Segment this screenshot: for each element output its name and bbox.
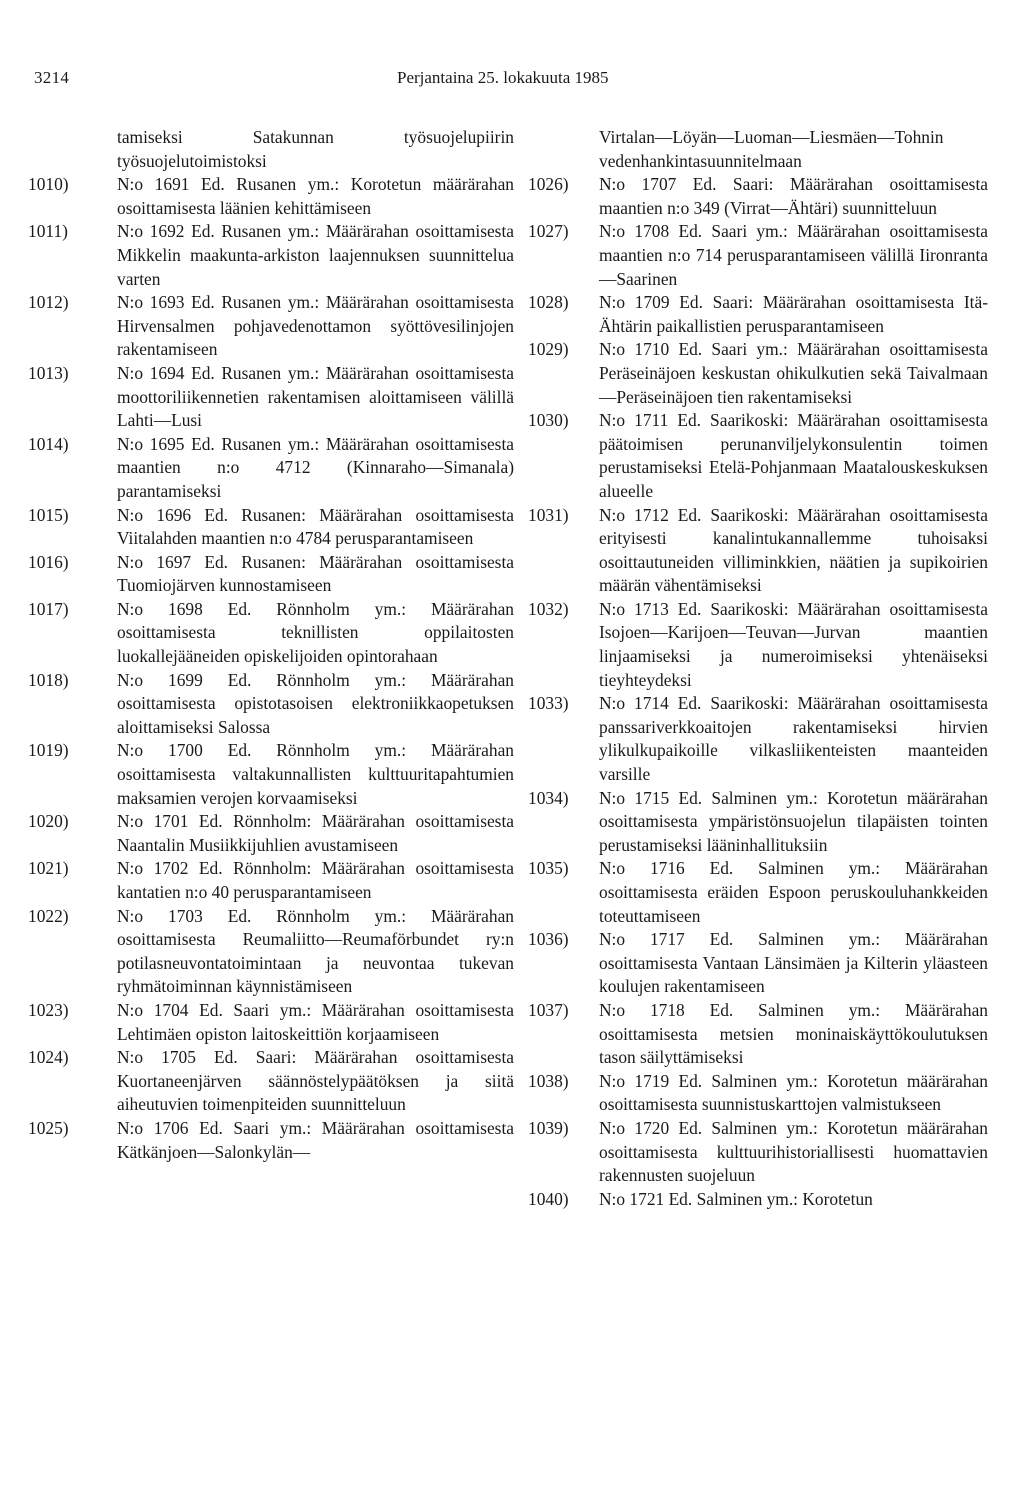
entry-number: 1026) xyxy=(528,174,569,195)
entry-number: 1029) xyxy=(528,339,569,360)
entry-number: 1039) xyxy=(528,1117,569,1138)
list-item xyxy=(528,692,988,786)
entry-number: 1040) xyxy=(528,1188,569,1209)
entry-text: N:o 1693 Ed. Rusanen ym.: Määrärahan osoittamisesta Hirvensalmen pohjavedenottamon syöttövesilinjojen rakentamiseen xyxy=(117,292,514,360)
entry-text: N:o 1696 Ed. Rusanen: Määrärahan osoittamisesta Viitalahden maantien n:o 4784 perusparantamiseen xyxy=(117,504,514,549)
entry-number: 1033) xyxy=(528,693,569,714)
entry-text: N:o 1702 Ed. Rönnholm: Määrärahan osoittamisesta kantatien n:o 40 perusparantamiseen xyxy=(117,858,514,902)
continued-text: tamiseksi Satakunnan työsuojelupiirin työsuojelutoimistoksi xyxy=(117,127,514,171)
entry-text: N:o 1708 Ed. Saari ym.: Määrärahan osoittamisesta maantien n:o 714 perusparantamiseen välillä Iironranta—Saarinen xyxy=(599,221,988,289)
list-item xyxy=(528,220,988,291)
entry-number: 1022) xyxy=(28,905,69,926)
entry-text: N:o 1717 Ed. Salminen ym.: Määrärahan osoittamisesta Vantaan Länsimäen ja Kilterin yläasteen koulujen rakentamiseen xyxy=(599,929,988,997)
list-item xyxy=(28,1046,514,1117)
entry-number: 1010) xyxy=(28,174,69,195)
entry-text: N:o 1701 Ed. Rönnholm: Määrärahan osoittamisesta Naantalin Musiikkijuhlien avustamiseen xyxy=(117,811,514,855)
list-item xyxy=(28,504,514,551)
list-item xyxy=(528,598,988,692)
entry-text: N:o 1715 Ed. Salminen ym.: Korotetun määrärahan osoittamisesta ympäristönsuojelun tilapäisten tointen perustamiseksi lääninhallituksiin xyxy=(599,787,988,855)
entry-text: N:o 1691 Ed. Rusanen ym.: Korotetun määrärahan osoittamisesta läänien kehittämiseen xyxy=(117,174,514,218)
list-item xyxy=(528,857,988,928)
entry-text: N:o 1710 Ed. Saari ym.: Määrärahan osoittamisesta Peräseinäjoen keskustan ohikulkutien sekä Taivalmaan—Peräseinäjoen tien rakentamiseksi xyxy=(599,339,988,407)
entry-text: N:o 1711 Ed. Saarikoski: Määrärahan osoittamisesta päätoimisen perunanviljelykonsulentin toimen perustamiseksi Etelä-Pohjanmaan Maatalouskeskuksen alueelle xyxy=(599,410,988,501)
list-item xyxy=(28,362,514,433)
entry-text: N:o 1692 Ed. Rusanen ym.: Määrärahan osoittamisesta Mikkelin maakunta-arkiston laajennuksen suunnittelua varten xyxy=(117,221,514,289)
entry-number: 1034) xyxy=(528,787,569,808)
entry-number: 1028) xyxy=(528,292,569,313)
entry-text: N:o 1705 Ed. Saari: Määrärahan osoittamisesta Kuortaneenjärven säännöstelypäätöksen ja siitä aiheutuvien toimenpiteiden suunnitteluun xyxy=(117,1047,514,1115)
list-item xyxy=(528,173,988,220)
entry-number: 1020) xyxy=(28,811,69,832)
list-item xyxy=(28,999,514,1046)
list-item xyxy=(528,928,988,999)
list-item xyxy=(528,338,988,409)
entry-number: 1031) xyxy=(528,504,569,525)
entry-text: N:o 1695 Ed. Rusanen ym.: Määrärahan osoittamisesta maantien n:o 4712 (Kinnaraho—Simanala) parantamiseksi xyxy=(117,433,514,501)
entry-number: 1025) xyxy=(28,1117,69,1138)
entry-text: N:o 1699 Ed. Rönnholm ym.: Määrärahan osoittamisesta opistotasoisen elektroniikkaopetuksen aloittamiseksi Salossa xyxy=(117,669,514,737)
entry-text: N:o 1718 Ed. Salminen ym.: Määrärahan osoittamisesta metsien moninaiskäyttökoulutuksen tason säilyttämiseksi xyxy=(599,999,988,1068)
list-item xyxy=(28,1117,514,1164)
left-column xyxy=(28,126,514,1164)
list-item xyxy=(28,173,514,220)
right-column xyxy=(528,126,988,1211)
entry-number: 1035) xyxy=(528,858,569,879)
entry-text: N:o 1694 Ed. Rusanen ym.: Määrärahan osoittamisesta moottoriliikennetien rakentamisen aloittamiseen välillä Lahti—Lusi xyxy=(117,362,514,431)
entry-number: 1018) xyxy=(28,669,69,690)
entry-number: 1013) xyxy=(28,362,69,383)
entry-text: N:o 1721 Ed. Salminen ym.: Korotetun xyxy=(599,1188,873,1209)
entry-text: N:o 1697 Ed. Rusanen: Määrärahan osoittamisesta Tuomiojärven kunnostamiseen xyxy=(117,551,514,596)
list-item xyxy=(28,857,514,904)
list-item xyxy=(28,739,514,810)
list-item xyxy=(528,1070,988,1117)
entry-number: 1038) xyxy=(528,1070,569,1091)
list-item xyxy=(28,810,514,857)
entry-number: 1023) xyxy=(28,999,69,1020)
entry-number: 1016) xyxy=(28,551,69,572)
entry-text: N:o 1704 Ed. Saari ym.: Määrärahan osoittamisesta Lehtimäen opiston laitoskeittiön korjaamiseen xyxy=(117,999,514,1044)
entry-number: 1015) xyxy=(28,504,69,525)
list-item xyxy=(528,291,988,338)
list-item xyxy=(28,598,514,669)
entry-number: 1024) xyxy=(28,1047,69,1068)
entry-text: N:o 1712 Ed. Saarikoski: Määrärahan osoittamisesta erityisesti kanalintukannallemme tuhoisaksi osoittautuneiden villiminkkien, näätien ja supikoirien määrän vähentämiseksi xyxy=(599,504,988,596)
page-header xyxy=(0,68,1024,92)
entry-number: 1014) xyxy=(28,433,69,454)
continued-text: Virtalan—Löyän—Luoman—Liesmäen—Tohnin vedenhankintasuunnitelmaan xyxy=(599,127,944,171)
list-item xyxy=(28,291,514,362)
entry-text: N:o 1714 Ed. Saarikoski: Määrärahan osoittamisesta panssariverkkoaitojen rakentamiseksi hirvien ylikulkupaikoille vilkasliikenteisten maanteiden varsille xyxy=(599,693,988,785)
list-item xyxy=(528,999,988,1070)
list-item xyxy=(28,551,514,598)
list-item xyxy=(28,669,514,740)
entry-text: N:o 1719 Ed. Salminen ym.: Korotetun määrärahan osoittamisesta suunnistuskarttojen valmistukseen xyxy=(599,1070,988,1115)
entry-text: N:o 1700 Ed. Rönnholm ym.: Määrärahan osoittamisesta valtakunnallisten kulttuuritapahtumien maksamien verojen korvaamiseksi xyxy=(117,740,514,808)
list-item xyxy=(28,433,514,504)
entry-number: 1030) xyxy=(528,410,569,431)
list-item xyxy=(28,220,514,291)
entry-text: N:o 1716 Ed. Salminen ym.: Määrärahan osoittamisesta eräiden Espoon peruskouluhankkeiden toteuttamiseen xyxy=(599,858,988,926)
list-item xyxy=(28,905,514,999)
entry-number: 1027) xyxy=(528,221,569,242)
list-item xyxy=(528,787,988,858)
entry-text: N:o 1707 Ed. Saari: Määrärahan osoittamisesta maantien n:o 349 (Virrat—Ähtäri) suunnitteluun xyxy=(599,174,988,218)
entry-number: 1011) xyxy=(28,221,68,242)
entry-text: N:o 1709 Ed. Saari: Määrärahan osoittamisesta Itä-Ähtärin paikallistien perusparantamiseen xyxy=(599,292,988,336)
entry-number: 1032) xyxy=(528,598,569,619)
entry-text: N:o 1720 Ed. Salminen ym.: Korotetun määrärahan osoittamisesta kulttuurihistoriallisesti huomattavien rakennusten suojeluun xyxy=(599,1117,988,1186)
page-number: 3214 xyxy=(34,68,70,87)
entry-number: 1012) xyxy=(28,292,69,313)
list-item xyxy=(528,1117,988,1188)
list-item xyxy=(528,409,988,503)
entry-number: 1021) xyxy=(28,858,69,879)
entry-text: N:o 1703 Ed. Rönnholm ym.: Määrärahan osoittamisesta Reumaliitto—Reumaförbundet ry:n potilasneuvontatoimintaan ja neuvontaa tukevan ryhmätoiminnan käynnistämiseen xyxy=(117,905,514,997)
entry-number: 1037) xyxy=(528,999,569,1020)
entry-text: N:o 1706 Ed. Saari ym.: Määrärahan osoittamisesta Kätkänjoen—Salonkylän— xyxy=(117,1117,514,1162)
entry-number: 1017) xyxy=(28,598,69,619)
list-item xyxy=(528,1188,988,1212)
entry-text: N:o 1713 Ed. Saarikoski: Määrärahan osoittamisesta Isojoen—Karijoen—Teuvan—Jurvan maantien linjaamiseksi ja numeroimiseksi yhtenäiseksi tieyhteydeksi xyxy=(599,598,988,690)
page-date-line: Perjantaina 25. lokakuuta 1985 xyxy=(397,68,609,87)
entry-text: N:o 1698 Ed. Rönnholm ym.: Määrärahan osoittamisesta teknillisten oppilaitosten luokallejääneiden opiskelijoiden opintorahaan xyxy=(117,598,514,667)
entry-number: 1036) xyxy=(528,929,569,950)
entry-number: 1019) xyxy=(28,740,69,761)
list-item xyxy=(528,504,988,598)
